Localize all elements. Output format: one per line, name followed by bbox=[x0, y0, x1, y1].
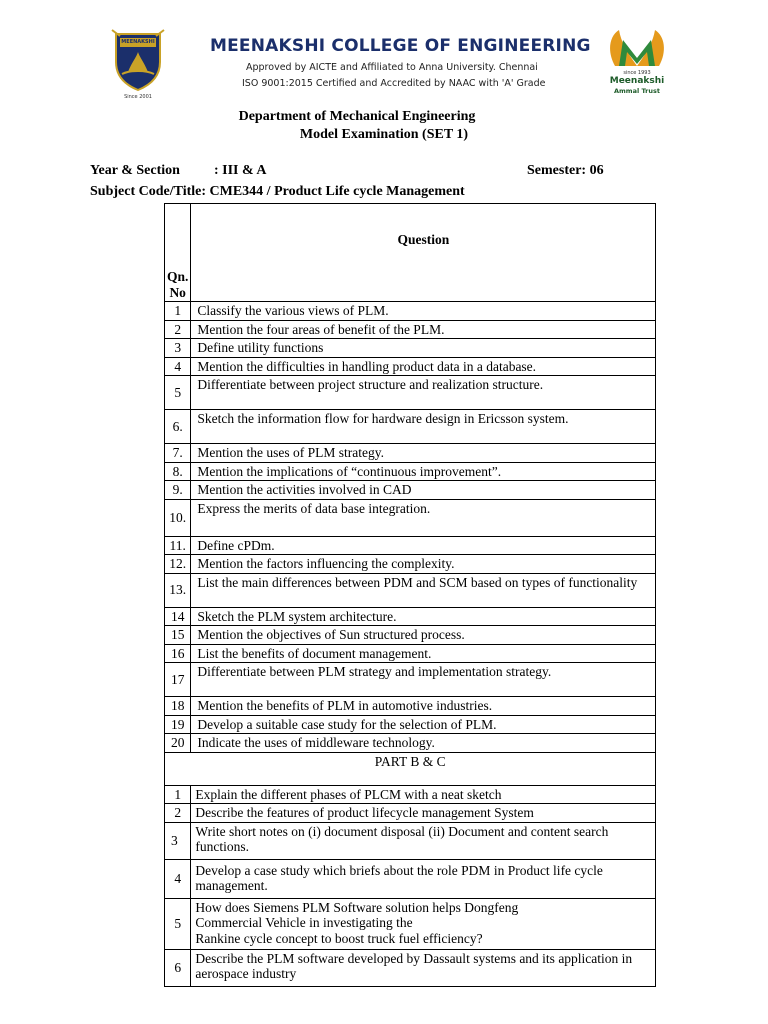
question-number: 9. bbox=[165, 481, 191, 500]
table-row bbox=[165, 462, 656, 481]
question-text: Mention the factors influencing the complexity. bbox=[191, 555, 656, 574]
table-row bbox=[165, 644, 656, 663]
table-row bbox=[165, 536, 656, 555]
question-text: Sketch the information flow for hardware design in Ericsson system. bbox=[191, 410, 656, 444]
table-row bbox=[165, 339, 656, 358]
question-text-line: Rankine cycle concept to boost truck fuel efficiency? bbox=[195, 930, 483, 946]
question-text: Mention the benefits of PLM in automotive industries. bbox=[191, 697, 656, 716]
question-text: Sketch the PLM system architecture. bbox=[191, 607, 656, 626]
question-text: Develop a suitable case study for the selection of PLM. bbox=[191, 715, 656, 734]
semester: Semester: 06 bbox=[527, 163, 604, 178]
question-text: Mention the objectives of Sun structured process. bbox=[191, 626, 656, 645]
question-text-line: functions. bbox=[195, 839, 250, 854]
question-text: Describe the PLM software developed by Dassault systems and its application in aerospace industry bbox=[191, 949, 656, 986]
table-row bbox=[165, 555, 656, 574]
question-text: Mention the activities involved in CAD bbox=[191, 481, 656, 500]
trust-logo bbox=[597, 26, 677, 102]
qn-no-header: Qn. No bbox=[165, 204, 191, 302]
question-text-line: Write short notes on (i) document disposal (ii) Document and content search bbox=[195, 823, 609, 839]
question-number: 20 bbox=[165, 734, 191, 753]
college-name: MEENAKSHI COLLEGE OF ENGINEERING bbox=[210, 36, 591, 56]
question-text: List the benefits of document management. bbox=[191, 644, 656, 663]
table-row bbox=[165, 804, 656, 823]
iso-line: ISO 9001:2015 Certified and Accredited by NAAC with 'A' Grade bbox=[242, 78, 546, 89]
question-number: 4 bbox=[165, 357, 191, 376]
question-text: Mention the difficulties in handling product data in a database. bbox=[191, 357, 656, 376]
leaf-m-icon bbox=[597, 26, 677, 70]
question-text: Differentiate between project structure and realization structure. bbox=[191, 376, 656, 410]
question-text-line: How does Siemens PLM Software solution helps Dongfeng bbox=[195, 899, 519, 915]
question-text-line: Commercial Vehicle in investigating the bbox=[195, 915, 413, 930]
college-header bbox=[90, 22, 680, 104]
question-number: 11. bbox=[165, 536, 191, 555]
question-number: 3 bbox=[165, 822, 191, 859]
table-row bbox=[165, 626, 656, 645]
question-text: Mention the implications of “continuous improvement”. bbox=[191, 462, 656, 481]
question-number: 5 bbox=[165, 376, 191, 410]
question-number: 2 bbox=[165, 320, 191, 339]
question-number: 5 bbox=[165, 898, 191, 949]
question-text bbox=[191, 822, 656, 859]
table-row bbox=[165, 697, 656, 716]
part-bc-row bbox=[165, 752, 656, 785]
question-number: 3 bbox=[165, 339, 191, 358]
question-text bbox=[191, 898, 656, 949]
since-left: Since 2001 bbox=[124, 94, 152, 100]
table-row bbox=[165, 898, 656, 949]
question-number: 13. bbox=[165, 573, 191, 607]
question-number: 10. bbox=[165, 499, 191, 536]
table-row bbox=[165, 859, 656, 898]
question-number: 4 bbox=[165, 859, 191, 898]
question-number: 8. bbox=[165, 462, 191, 481]
question-text: Differentiate between PLM strategy and implementation strategy. bbox=[191, 663, 656, 697]
question-text: Explain the different phases of PLCM with a neat sketch bbox=[191, 785, 656, 804]
trust-name: Meenakshi bbox=[609, 76, 665, 86]
crest-text: MEENAKSHI bbox=[121, 39, 155, 45]
table-header-row bbox=[165, 204, 656, 302]
question-number: 19 bbox=[165, 715, 191, 734]
trust-subname: Ammal Trust bbox=[614, 87, 660, 95]
exam-title: Model Examination (SET 1) bbox=[299, 127, 469, 142]
year-section-value: : III & A bbox=[214, 163, 267, 178]
college-crest-logo bbox=[110, 26, 166, 102]
table-row bbox=[165, 320, 656, 339]
question-text: Mention the uses of PLM strategy. bbox=[191, 444, 656, 463]
question-number: 6. bbox=[165, 410, 191, 444]
table-row bbox=[165, 607, 656, 626]
table-row bbox=[165, 410, 656, 444]
question-number: 7. bbox=[165, 444, 191, 463]
question-number: 1 bbox=[165, 302, 191, 321]
table-row bbox=[165, 357, 656, 376]
table-row bbox=[165, 785, 656, 804]
trust-since: since 1993 bbox=[623, 70, 651, 76]
table-row bbox=[165, 715, 656, 734]
table-row bbox=[165, 302, 656, 321]
question-text: Define utility functions bbox=[191, 339, 656, 358]
subject-title: Subject Code/Title: CME344 / Product Life cycle Management bbox=[90, 184, 465, 199]
table-row bbox=[165, 376, 656, 410]
table-row bbox=[165, 573, 656, 607]
approval-line: Approved by AICTE and Affiliated to Anna University. Chennai bbox=[246, 62, 538, 73]
question-text: Mention the four areas of benefit of the PLM. bbox=[191, 320, 656, 339]
department-title: Department of Mechanical Engineering bbox=[238, 109, 476, 124]
year-section-label: Year & Section bbox=[90, 163, 180, 178]
question-number: 14 bbox=[165, 607, 191, 626]
crest-shield-icon bbox=[110, 26, 166, 92]
table-row bbox=[165, 481, 656, 500]
part-bc-heading: PART B & C bbox=[165, 752, 656, 785]
question-number: 16 bbox=[165, 644, 191, 663]
question-text: Indicate the uses of middleware technology. bbox=[191, 734, 656, 753]
table-row bbox=[165, 444, 656, 463]
table-row bbox=[165, 499, 656, 536]
table-row bbox=[165, 663, 656, 697]
question-number: 2 bbox=[165, 804, 191, 823]
table-row bbox=[165, 734, 656, 753]
question-text: Describe the features of product lifecycle management System bbox=[191, 804, 656, 823]
question-table bbox=[164, 203, 656, 987]
question-number: 15 bbox=[165, 626, 191, 645]
question-text: Define cPDm. bbox=[191, 536, 656, 555]
question-text: Express the merits of data base integration. bbox=[191, 499, 656, 536]
table-row bbox=[165, 949, 656, 986]
question-number: 1 bbox=[165, 785, 191, 804]
question-number: 12. bbox=[165, 555, 191, 574]
question-number: 18 bbox=[165, 697, 191, 716]
table-row bbox=[165, 822, 656, 859]
question-text: Develop a case study which briefs about the role PDM in Product life cycle management. bbox=[191, 859, 656, 898]
question-text: Classify the various views of PLM. bbox=[191, 302, 656, 321]
question-text: List the main differences between PDM and SCM based on types of functionality bbox=[191, 573, 656, 607]
question-number: 17 bbox=[165, 663, 191, 697]
question-number: 6 bbox=[165, 949, 191, 986]
question-header: Question bbox=[191, 204, 656, 302]
